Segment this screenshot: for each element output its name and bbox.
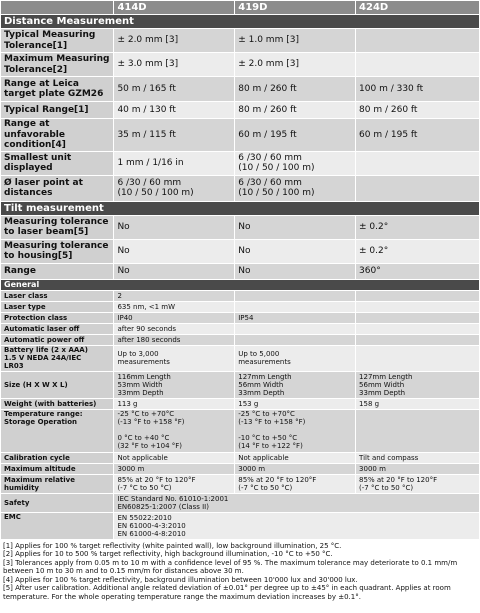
- table-row: [1, 398, 480, 409]
- section-distance: [1, 15, 480, 29]
- cell-419d: Not applicable: [235, 452, 356, 463]
- row-label: Automatic power off: [1, 334, 114, 345]
- cell-419d: No: [235, 215, 356, 239]
- cell-414d: No: [114, 215, 235, 239]
- cell-419d: IP54: [235, 312, 356, 323]
- cell-424d: Tilt and compass: [356, 452, 480, 463]
- table-row: [1, 29, 480, 53]
- cell-414d: ± 2.0 mm [3]: [114, 29, 235, 53]
- cell-424d: 3000 m: [356, 463, 480, 474]
- cell-424d: [356, 345, 480, 371]
- cell-424d: ± 0.2°: [356, 215, 480, 239]
- cell-414d: Up to 3,000 measurements: [114, 345, 235, 371]
- table-row: [1, 474, 480, 493]
- cell-all-models: EN 55022:2010 EN 61000-4-3:2010 EN 61000-4-8:2010: [114, 512, 480, 539]
- cell-424d: [356, 290, 480, 301]
- table-row: [1, 463, 480, 474]
- table-row: [1, 512, 480, 539]
- cell-424d: ± 0.2°: [356, 239, 480, 263]
- row-label: Weight (with batteries): [1, 398, 114, 409]
- header-blank: [1, 1, 114, 15]
- cell-424d: [356, 29, 480, 53]
- cell-414d: No: [114, 263, 235, 279]
- cell-419d: [235, 290, 356, 301]
- row-label: Smallest unit displayed: [1, 151, 114, 175]
- row-label: Maximum altitude: [1, 463, 114, 474]
- cell-419d: Up to 5,000 measurements: [235, 345, 356, 371]
- cell-424d: [356, 175, 480, 201]
- cell-419d: 127mm Length 56mm Width 33mm Depth: [235, 371, 356, 398]
- row-label: Ø laser point at distances: [1, 175, 114, 201]
- footnotes: [0, 540, 480, 602]
- cell-424d: [356, 409, 480, 452]
- footnote: [3] Tolerances apply from 0.05 m to 10 m with a confidence level of 95 %. The maximum tolerance may deteriorate to 0.1 mm/m between 10 m to 30 m and to 0.15 mm/m for distances above 30 m.: [3, 558, 458, 575]
- row-label: Calibration cycle: [1, 452, 114, 463]
- cell-424d: 85% at 20 °F to 120°F (-7 °C to 50 °C): [356, 474, 480, 493]
- cell-424d: 158 g: [356, 398, 480, 409]
- table-row: [1, 239, 480, 263]
- section-title: Distance Measurement: [1, 15, 480, 29]
- row-label: Maximum Measuring Tolerance[2]: [1, 53, 114, 77]
- cell-419d: 85% at 20 °F to 120°F (-7 °C to 50 °C): [235, 474, 356, 493]
- cell-424d: [356, 312, 480, 323]
- table-row: [1, 493, 480, 512]
- row-label: Laser type: [1, 301, 114, 312]
- cell-424d: 100 m / 330 ft: [356, 77, 480, 102]
- row-label: Measuring tolerance to housing[5]: [1, 239, 114, 263]
- footnote: [1] Applies for 100 % target reflectivity (white painted wall), low background illumination, 25 °C.: [3, 541, 342, 550]
- cell-419d: [235, 323, 356, 334]
- cell-419d: 153 g: [235, 398, 356, 409]
- cell-424d: [356, 151, 480, 175]
- cell-419d: No: [235, 239, 356, 263]
- cell-419d: 6 /30 / 60 mm (10 / 50 / 100 m): [235, 151, 356, 175]
- table-row: [1, 290, 480, 301]
- cell-414d: 85% at 20 °F to 120°F (-7 °C to 50 °C): [114, 474, 235, 493]
- row-label: Range at unfavorable condition[4]: [1, 119, 114, 152]
- table-row: [1, 119, 480, 152]
- row-label: Laser class: [1, 290, 114, 301]
- cell-414d: 113 g: [114, 398, 235, 409]
- section-title: General: [1, 279, 480, 290]
- cell-414d: 116mm Length 53mm Width 33mm Depth: [114, 371, 235, 398]
- cell-414d: 35 m / 115 ft: [114, 119, 235, 152]
- cell-419d: -25 °C to +70°C (-13 °F to +158 °F) -10 °C to +50 °C (14 °F to +122 °F): [235, 409, 356, 452]
- header-model-414d: 414D: [114, 1, 235, 15]
- row-label: Range at Leica target plate GZM26: [1, 77, 114, 102]
- cell-419d: 6 /30 / 60 mm (10 / 50 / 100 m): [235, 175, 356, 201]
- table-row: [1, 102, 480, 119]
- cell-414d: IP40: [114, 312, 235, 323]
- cell-414d: after 180 seconds: [114, 334, 235, 345]
- cell-419d: 80 m / 260 ft: [235, 102, 356, 119]
- table-row: [1, 151, 480, 175]
- cell-424d: [356, 301, 480, 312]
- cell-414d: 2: [114, 290, 235, 301]
- cell-424d: 127mm Length 56mm Width 33mm Depth: [356, 371, 480, 398]
- cell-419d: 60 m / 195 ft: [235, 119, 356, 152]
- cell-414d: ± 3.0 mm [3]: [114, 53, 235, 77]
- row-label: Automatic laser off: [1, 323, 114, 334]
- footnote: [5] After user calibration. Additional angle related deviation of ±0.01° per degree up to ±45° in each quadrant. Applies at room temperature. For the whole operating temperature range the maximum deviation increases by ±0.1°.: [3, 584, 451, 601]
- row-label: Temperature range: Storage Operation: [1, 409, 114, 452]
- section-tilt: [1, 201, 480, 215]
- table-row: [1, 323, 480, 334]
- row-label: Battery life (2 x AAA) 1.5 V NEDA 24A/IEC LR03: [1, 345, 114, 371]
- table-row: [1, 312, 480, 323]
- table-row: [1, 77, 480, 102]
- header-model-419d: 419D: [235, 1, 356, 15]
- cell-414d: No: [114, 239, 235, 263]
- cell-414d: after 90 seconds: [114, 323, 235, 334]
- header-model-424d: 424D: [356, 1, 480, 15]
- cell-424d: 60 m / 195 ft: [356, 119, 480, 152]
- cell-424d: 80 m / 260 ft: [356, 102, 480, 119]
- cell-424d: 360°: [356, 263, 480, 279]
- row-label: Size (H X W X L): [1, 371, 114, 398]
- header-row: [1, 1, 480, 15]
- cell-414d: -25 °C to +70°C (-13 °F to +158 °F) 0 °C to +40 °C (32 °F to +104 °F): [114, 409, 235, 452]
- row-label: Maximum relative humidity: [1, 474, 114, 493]
- cell-414d: 635 nm, <1 mW: [114, 301, 235, 312]
- table-row: [1, 452, 480, 463]
- row-label: Protection class: [1, 312, 114, 323]
- table-row: [1, 334, 480, 345]
- cell-414d: 1 mm / 1/16 in: [114, 151, 235, 175]
- cell-419d: 80 m / 260 ft: [235, 77, 356, 102]
- cell-414d: 3000 m: [114, 463, 235, 474]
- row-label: EMC: [1, 512, 114, 539]
- cell-414d: 6 /30 / 60 mm (10 / 50 / 100 m): [114, 175, 235, 201]
- footnote: [2] Applies for 10 to 500 % target reflectivity, high background illumination, -10 °C to +50 °C.: [3, 550, 333, 558]
- table-row: [1, 301, 480, 312]
- row-label: Safety: [1, 493, 114, 512]
- section-title: Tilt measurement: [1, 201, 480, 215]
- row-label: Typical Measuring Tolerance[1]: [1, 29, 114, 53]
- section-general: [1, 279, 480, 290]
- row-label: Measuring tolerance to laser beam[5]: [1, 215, 114, 239]
- table-row: [1, 263, 480, 279]
- table-row: [1, 175, 480, 201]
- cell-424d: [356, 323, 480, 334]
- cell-419d: 3000 m: [235, 463, 356, 474]
- cell-419d: No: [235, 263, 356, 279]
- cell-419d: [235, 301, 356, 312]
- table-row: [1, 215, 480, 239]
- cell-424d: [356, 334, 480, 345]
- table-row: [1, 53, 480, 77]
- table-row: [1, 345, 480, 371]
- cell-419d: ± 2.0 mm [3]: [235, 53, 356, 77]
- cell-419d: ± 1.0 mm [3]: [235, 29, 356, 53]
- row-label: Range: [1, 263, 114, 279]
- cell-424d: [356, 53, 480, 77]
- table-row: [1, 409, 480, 452]
- cell-414d: Not applicable: [114, 452, 235, 463]
- footnote: [4] Applies for 100 % target reflectivity, background illumination between 10'000 lux and 30'000 lux.: [3, 575, 358, 584]
- table-row: [1, 371, 480, 398]
- row-label: Typical Range[1]: [1, 102, 114, 119]
- cell-414d: 40 m / 130 ft: [114, 102, 235, 119]
- cell-419d: [235, 334, 356, 345]
- cell-414d: 50 m / 165 ft: [114, 77, 235, 102]
- cell-all-models: IEC Standard No. 61010-1:2001 EN60825-1:2007 (Class II): [114, 493, 480, 512]
